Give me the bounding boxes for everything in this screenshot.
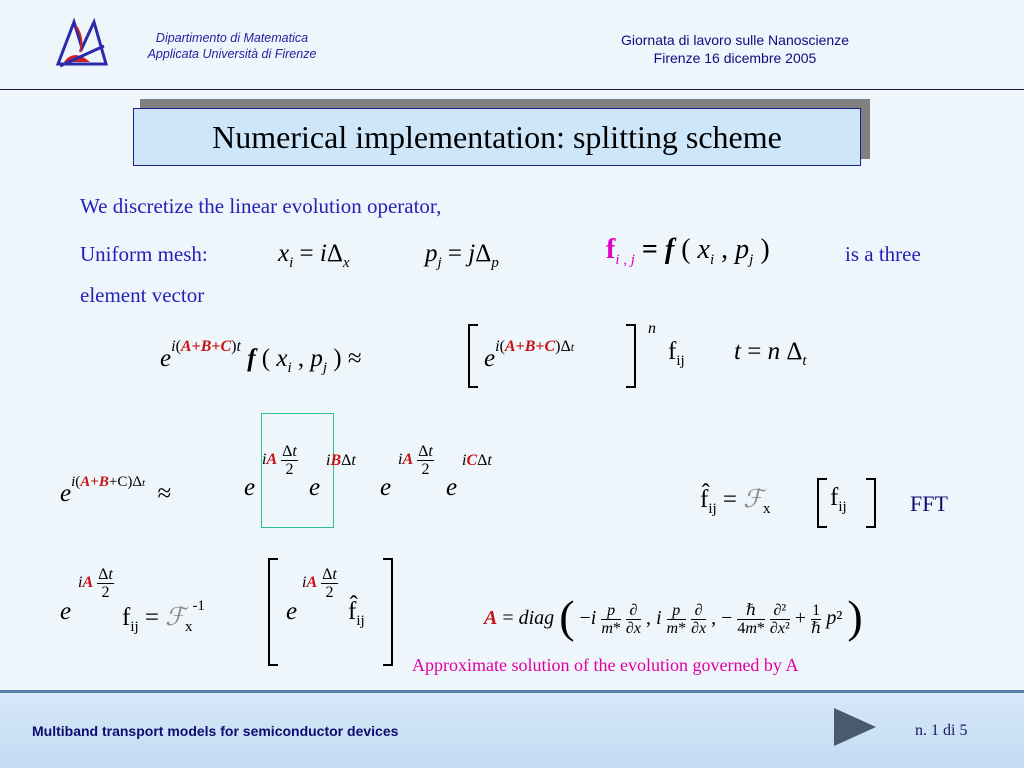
left-bracket: [468, 324, 478, 388]
inverse-step-exponent: iA $\frac{\Delta t}{2}$: [78, 566, 113, 601]
exp-b: e: [309, 474, 321, 501]
power-n: n: [648, 320, 656, 337]
dept-line-1: Dipartimento di Matematica: [155, 31, 309, 45]
inverse-right-bracket: [383, 558, 393, 666]
inverse-inner-exp: e: [286, 598, 298, 625]
inverse-step-eq: $f_{ij}$ = ℱ$_x^{-1}$: [122, 598, 205, 635]
approx-caption: Approximate solution of the evolution governed by A: [412, 655, 799, 675]
three-element-text: is a three: [845, 242, 921, 266]
mesh-equation-p: $p_j = j\Delta_p$: [425, 240, 499, 271]
f-ij-vector: $f_{ij}$: [668, 338, 685, 369]
exp-c: e: [446, 474, 458, 501]
fft-label: FFT: [910, 491, 948, 516]
inverse-inner-fhat: $f̂_{ij}$: [348, 598, 365, 629]
event-line-1: Giornata di lavoro sulle Nanoscienze: [620, 32, 849, 48]
fft-f-ij: $f_{ij}$: [830, 484, 847, 515]
exponent-c: iCΔt: [462, 452, 492, 469]
fft-left-bracket: [817, 478, 827, 528]
slide-title: Numerical implementation: splitting scheme: [133, 108, 861, 166]
evolution-approx-lhs: $e^{i(A+B+C)t}$ f ( $x_i$ , $p_j$ ) ≈: [160, 338, 362, 376]
header-divider: [0, 89, 1024, 90]
exponent-b: iBΔt: [326, 452, 356, 469]
evolution-approx-rhs: $e^{i(A+B+C)\Delta t}$: [484, 338, 575, 372]
three-element-text-2: element vector: [80, 283, 205, 307]
vector-definition: $f_{i , j} = f$ ( $x_i$ , $p_j$ ): [606, 234, 770, 268]
event-line-2: Firenze 16 dicembre 2005: [653, 50, 817, 66]
inverse-left-bracket: [268, 558, 278, 666]
fft-equation: $f̂_{ij}$ = ℱ$_x$: [700, 484, 771, 517]
inverse-step-exp: e: [60, 598, 72, 625]
operator-a-definition: A = diag ( −i $\frac{p}{m*}$ $\frac{\partial}{\partial x}$ , i $\frac{p}{m*}$ $\frac{\partial}{\partial x}$ , − $\frac{\text{ℏ}}{4m*}$ $\frac{\text{∂²}}{\text{∂x²}}$ + $\frac{1}{\text{ℏ}}$ p² ): [484, 591, 863, 642]
play-icon[interactable]: [834, 708, 876, 746]
exp-a-half-2: e: [380, 474, 392, 501]
page-number: n. 1 di 5: [915, 722, 968, 739]
university-logo: [54, 18, 110, 74]
inverse-inner-exponent: iA $\frac{\Delta t}{2}$: [302, 566, 337, 601]
course-title: Multiband transport models for semiconductor devices: [32, 723, 399, 739]
strang-splitting-lhs: $e^{i(A+B+C)\Delta t}$ ≈: [60, 474, 172, 507]
time-step-eq: t = n $\Delta_t$: [734, 338, 807, 369]
mesh-label: Uniform mesh:: [80, 242, 208, 266]
department-name: [112, 30, 352, 62]
event-name: [560, 31, 910, 67]
intro-text: We discretize the linear evolution operator,: [80, 194, 442, 218]
exponent-a-half-1: iA $\frac{\Delta t}{2}$: [262, 443, 297, 478]
fft-right-bracket: [866, 478, 876, 528]
dept-line-2: Applicata Università di Firenze: [147, 47, 317, 61]
mesh-equation-x: $x_i = i\Delta_x$: [278, 240, 350, 271]
right-bracket: [626, 324, 636, 388]
exp-a-half-1: e: [244, 474, 256, 501]
exponent-a-half-2: iA $\frac{\Delta t}{2}$: [398, 443, 433, 478]
